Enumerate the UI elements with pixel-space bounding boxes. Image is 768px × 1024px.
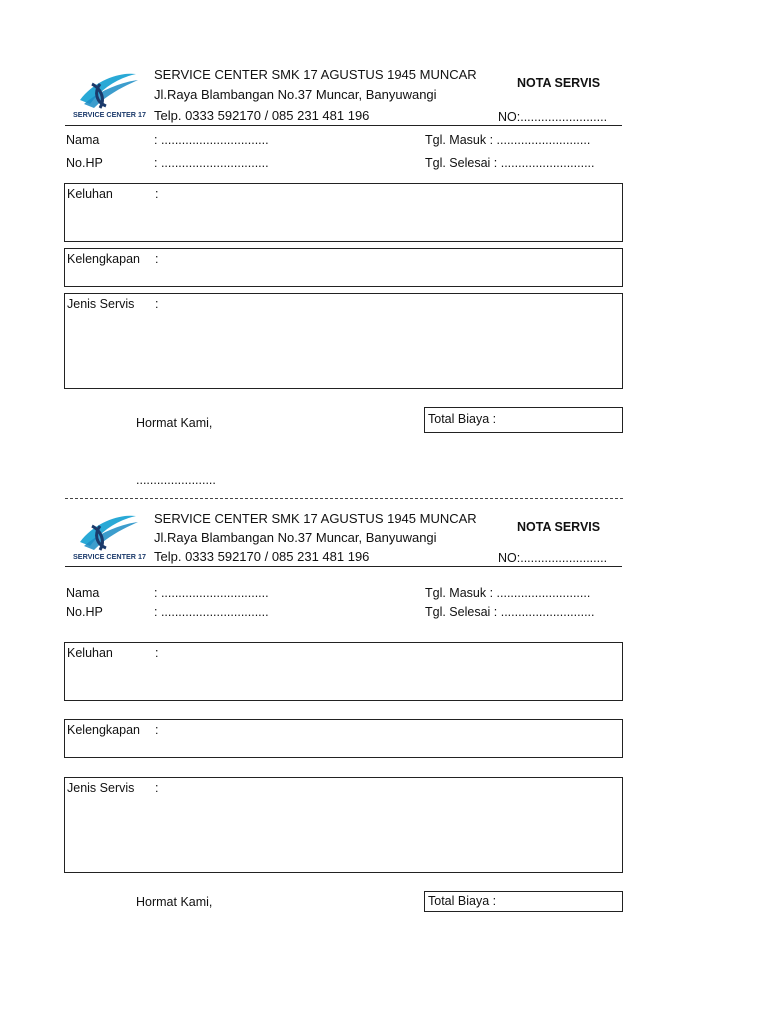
total-biaya-box[interactable] xyxy=(424,407,623,433)
keluhan-box[interactable] xyxy=(64,642,623,701)
kelengkapan-label: Kelengkapan xyxy=(67,252,140,266)
svg-text:SERVICE CENTER 17: SERVICE CENTER 17 xyxy=(73,110,146,119)
hormat-kami: Hormat Kami, xyxy=(136,416,213,430)
company-name: SERVICE CENTER SMK 17 AGUSTUS 1945 MUNCAR xyxy=(154,67,477,82)
tgl-masuk-field: Tgl. Masuk : ........................... xyxy=(425,586,591,600)
keluhan-label: Keluhan xyxy=(67,646,113,660)
nohp-value: : ............................... xyxy=(154,605,269,619)
cut-line xyxy=(65,498,623,499)
nohp-label: No.HP xyxy=(66,156,103,170)
total-biaya-label: Total Biaya : xyxy=(428,894,497,908)
kelengkapan-box[interactable] xyxy=(64,719,623,758)
kelengkapan-box[interactable] xyxy=(64,248,623,287)
tgl-selesai-field: Tgl. Selesai : ........................... xyxy=(425,605,595,619)
nama-label: Nama xyxy=(66,133,100,147)
doc-title: NOTA SERVIS xyxy=(517,520,601,534)
tgl-masuk-field: Tgl. Masuk : ........................... xyxy=(425,133,591,147)
jenis-servis-colon: : xyxy=(155,297,159,311)
jenis-servis-colon: : xyxy=(155,781,159,795)
note-number: NO:......................... xyxy=(498,551,608,565)
kelengkapan-colon: : xyxy=(155,252,159,266)
header-divider xyxy=(65,566,622,567)
service-center-logo-icon xyxy=(70,70,148,122)
nama-value: : ............................... xyxy=(154,586,269,600)
nohp-value: : ............................... xyxy=(154,156,269,170)
keluhan-colon: : xyxy=(155,187,159,201)
company-address: Jl.Raya Blambangan No.37 Muncar, Banyuwangi xyxy=(154,530,437,545)
nama-label: Nama xyxy=(66,586,100,600)
svg-text:SERVICE CENTER 17: SERVICE CENTER 17 xyxy=(73,552,146,561)
company-phone: Telp. 0333 592170 / 085 231 481 196 xyxy=(154,549,370,564)
total-biaya-box[interactable] xyxy=(424,891,623,912)
keluhan-colon: : xyxy=(155,646,159,660)
total-biaya-label: Total Biaya : xyxy=(428,412,497,426)
company-phone: Telp. 0333 592170 / 085 231 481 196 xyxy=(154,108,370,123)
kelengkapan-label: Kelengkapan xyxy=(67,723,140,737)
nama-value: : ............................... xyxy=(154,133,269,147)
hormat-kami: Hormat Kami, xyxy=(136,895,213,909)
jenis-servis-box[interactable] xyxy=(64,777,623,873)
signature-line: ....................... xyxy=(136,473,216,487)
company-name: SERVICE CENTER SMK 17 AGUSTUS 1945 MUNCAR xyxy=(154,511,477,526)
nohp-label: No.HP xyxy=(66,605,103,619)
jenis-servis-box[interactable] xyxy=(64,293,623,389)
tgl-selesai-field: Tgl. Selesai : ........................... xyxy=(425,156,595,170)
jenis-servis-label: Jenis Servis xyxy=(67,781,135,795)
service-center-logo-icon xyxy=(70,512,148,564)
header-divider xyxy=(65,125,622,126)
keluhan-label: Keluhan xyxy=(67,187,113,201)
jenis-servis-label: Jenis Servis xyxy=(67,297,135,311)
kelengkapan-colon: : xyxy=(155,723,159,737)
keluhan-box[interactable] xyxy=(64,183,623,242)
doc-title: NOTA SERVIS xyxy=(517,76,601,90)
company-address: Jl.Raya Blambangan No.37 Muncar, Banyuwangi xyxy=(154,87,437,102)
note-number: NO:......................... xyxy=(498,110,608,124)
